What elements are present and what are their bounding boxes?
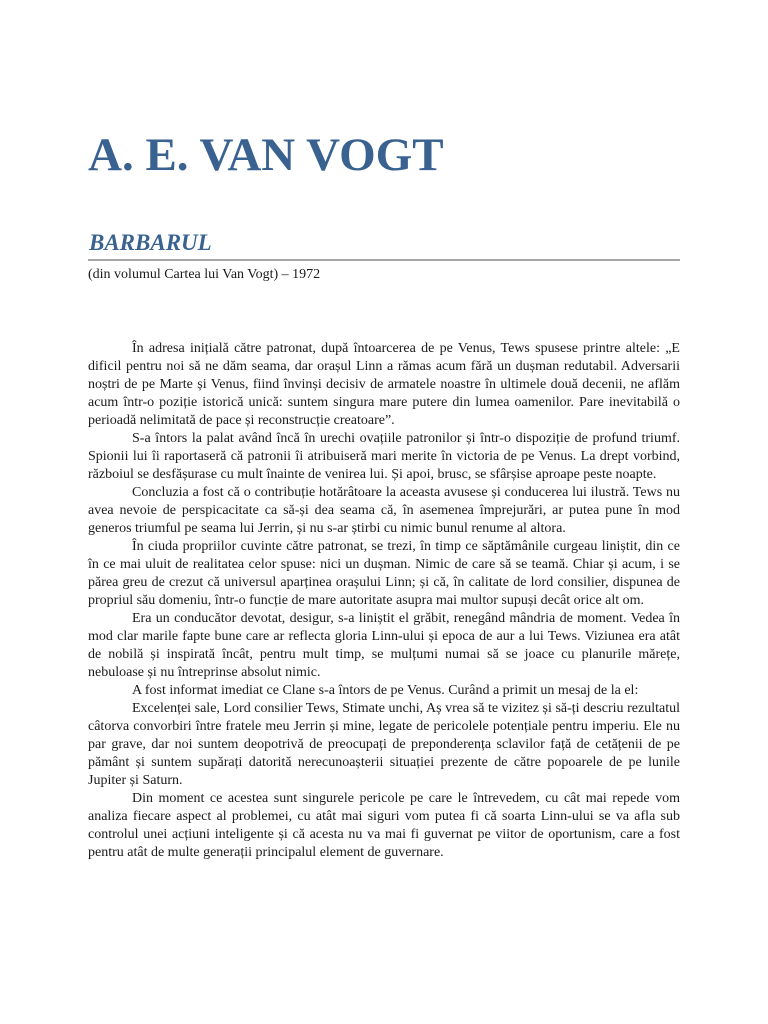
paragraph: În ciuda propriilor cuvinte către patronat, se trezi, în timp ce săptămânile curgeau liniștit, din ce în ce mai uluit de realitatea celor spuse: nici un dușman. Nimic de care să se teamă. Chiar și acum, i se părea greu de crezut că universul aparținea orașului Linn; și că, în calitate de lord consilier, dispunea de propriul său domeniu, într-o funcție de mare autoritate asupra mai multor supuși decât orice alt om. [88, 539, 680, 608]
book-title: BARBARUL [89, 230, 212, 255]
paragraph: Era un conducător devotat, desigur, s-a liniștit el grăbit, renegând mândria de moment. Vedea în mod clar marile fapte bune care ar reflecta gloria Linn-ului și epoca de aur a lui Tews. Viziunea era atât de nobilă și inspirată încât, pentru mult timp, se mulțumi numai să se joace cu planurile mărețe, nebuloase și nu întreprinse absolut nimic. [88, 611, 680, 680]
paragraph: În adresa inițială către patronat, după întoarcerea de pe Venus, Tews spusese printre altele: „E dificil pentru noi să ne dăm seama, dar orașul Linn a rămas acum fără un dușman redutabil. Adversarii noștri de pe Marte și Venus, fiind învinși decisiv de armatele noastre în ultimele două decenii, ne aflăm acum într-o poziție istorică unică: suntem singura mare putere din lumea oamenilor. Pare inevitabilă o perioadă nelimitată de pace și reconstrucție creatoare”. [88, 341, 680, 428]
title-divider [88, 259, 680, 261]
author-heading: A. E. VAN VOGT [88, 129, 444, 181]
paragraph: Concluzia a fost că o contribuție hotărâtoare la aceasta avusese și conducerea lui ilustră. Tews nu avea nevoie de perspicacitate ca să-și dea seama că, în asemenea împrejurări, ar putea pune în mod generos triumful pe seama lui Jerrin, și nu s-ar știrbi cu nimic bunul renume al altora. [88, 485, 680, 536]
letter-paragraph: Din moment ce acestea sunt singurele pericole pe care le întrevedem, cu cât mai repede vom analiza fiecare aspect al problemei, cu atât mai siguri vom putea fi că soarta Linn-ului se va afla sub controlul unei acțiuni inteligente și că acesta nu va mai fi guvernat pe viitor de oportunism, care a fost pentru atât de multe generații principalul element de guvernare. [88, 791, 680, 860]
paragraph: S-a întors la palat având încă în urechi ovațiile patronilor și într-o dispoziție de profund triumf. Spionii lui îi raportaseră că patronii îi atribuiseră mari merite în victoria de pe Venus. La drept vorbind, războiul se desfășurase cu mult înainte de venirea lui. Și apoi, brusc, se sfârșise aproape peste noapte. [88, 431, 680, 482]
paragraph: A fost informat imediat ce Clane s-a întors de pe Venus. Curând a primit un mesaj de la el: [132, 683, 639, 698]
letter-paragraph: Excelenței sale, Lord consilier Tews, Stimate unchi, Aș vrea să te vizitez și să-ți descriu rezultatul câtorva convorbiri între fratele meu Jerrin și mine, legate de pericolele potențiale pentru imperiu. Ele nu par grave, dar noi suntem deopotrivă de preocupați de preponderența sclavilor față de cetățenii de pe pământ și suntem supărați datorită nerecunoașterii situației prezente de către popoarele de pe lunile Jupiter și Saturn. [88, 701, 680, 788]
body-text [88, 340, 680, 862]
subtitle: (din volumul Cartea lui Van Vogt) – 1972 [88, 267, 321, 282]
